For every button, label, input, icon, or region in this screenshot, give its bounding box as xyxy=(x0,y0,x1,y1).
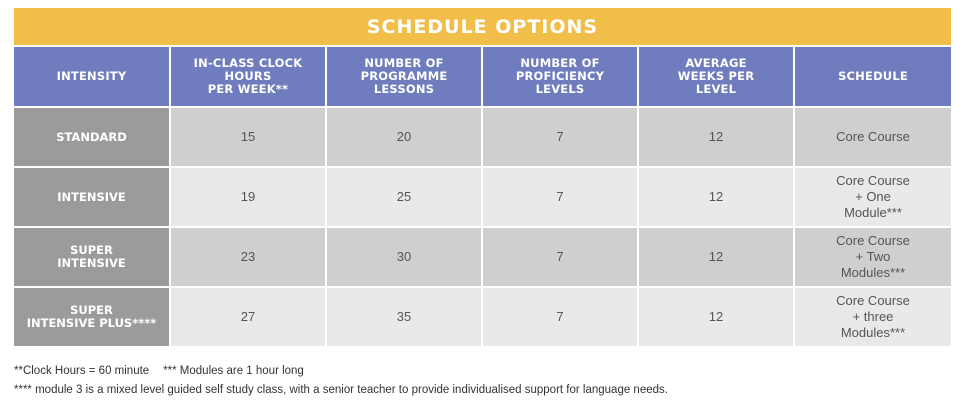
header-intensity xyxy=(14,47,171,106)
levels-cell: 7 xyxy=(483,226,639,286)
schedule-cell xyxy=(795,166,951,226)
footnote-clock-hours: **Clock Hours = 60 minute xyxy=(14,365,150,377)
header-line: LEVELS xyxy=(535,82,585,96)
header-line: PER WEEK** xyxy=(207,82,289,96)
header-line: PROFICIENCY xyxy=(515,69,605,83)
schedule-line: Modules*** xyxy=(840,325,906,340)
header-line: LESSONS xyxy=(373,82,435,96)
schedule-line: Core Course xyxy=(836,293,910,308)
intensity-cell xyxy=(14,106,171,166)
intensity-cell xyxy=(14,286,171,346)
weeks-cell: 12 xyxy=(639,166,795,226)
header-proficiency-levels xyxy=(483,47,639,106)
header-line: AVERAGE xyxy=(685,56,747,70)
weeks-cell: 12 xyxy=(639,106,795,166)
header-line: IN-CLASS CLOCK HOURS xyxy=(193,56,303,83)
levels-cell: 7 xyxy=(483,286,639,346)
table-row xyxy=(14,286,951,346)
weeks-cell: 12 xyxy=(639,286,795,346)
hours-cell: 27 xyxy=(171,286,327,346)
schedule-line: Core Course xyxy=(836,129,910,144)
hours-cell: 15 xyxy=(171,106,327,166)
table-row xyxy=(14,166,951,226)
header-line: INTENSITY xyxy=(56,69,127,83)
weeks-cell: 12 xyxy=(639,226,795,286)
schedule-cell xyxy=(795,226,951,286)
header-line: SCHEDULE xyxy=(838,69,908,83)
header-line: LEVEL xyxy=(695,82,737,96)
lessons-cell: 20 xyxy=(327,106,483,166)
lessons-cell: 35 xyxy=(327,286,483,346)
schedule-line: Core Course xyxy=(836,233,910,248)
intensity-label: INTENSIVE xyxy=(57,256,126,270)
intensity-label: INTENSIVE xyxy=(57,189,126,204)
header-schedule xyxy=(795,47,951,106)
levels-cell: 7 xyxy=(483,166,639,226)
header-line: WEEKS PER xyxy=(677,69,755,83)
schedule-line: Module*** xyxy=(844,205,902,220)
lessons-cell: 30 xyxy=(327,226,483,286)
footnote-module3: **** module 3 is a mixed level guided self study class, with a senior teacher to provide individualised support for language needs. xyxy=(14,384,668,396)
lessons-cell: 25 xyxy=(327,166,483,226)
intensity-label: SUPER xyxy=(70,303,113,317)
header-weeks-per-level xyxy=(639,47,795,106)
schedule-cell xyxy=(795,286,951,346)
header-row xyxy=(14,47,951,106)
table-row xyxy=(14,226,951,286)
header-line: NUMBER OF xyxy=(520,56,600,70)
footnote-line xyxy=(14,362,668,381)
intensity-label: SUPER xyxy=(70,243,113,257)
header-line: NUMBER OF xyxy=(364,56,444,70)
schedule-line: + Two xyxy=(855,249,891,264)
table-row xyxy=(14,106,951,166)
schedule-line: + One xyxy=(855,189,891,204)
header-clock-hours xyxy=(171,47,327,106)
schedule-cell xyxy=(795,106,951,166)
footnotes xyxy=(14,362,668,400)
header-line: PROGRAMME xyxy=(360,69,448,83)
schedule-table xyxy=(14,47,951,346)
hours-cell: 23 xyxy=(171,226,327,286)
schedule-line: Core Course xyxy=(836,173,910,188)
intensity-label: INTENSIVE PLUS**** xyxy=(26,316,157,330)
intensity-cell xyxy=(14,166,171,226)
header-programme-lessons xyxy=(327,47,483,106)
footnote-modules: *** Modules are 1 hour long xyxy=(163,365,304,377)
intensity-label: STANDARD xyxy=(56,129,127,144)
table-title: SCHEDULE OPTIONS xyxy=(14,8,951,45)
schedule-line: + three xyxy=(852,309,894,324)
schedule-line: Modules*** xyxy=(840,265,906,280)
levels-cell: 7 xyxy=(483,106,639,166)
intensity-cell xyxy=(14,226,171,286)
hours-cell: 19 xyxy=(171,166,327,226)
